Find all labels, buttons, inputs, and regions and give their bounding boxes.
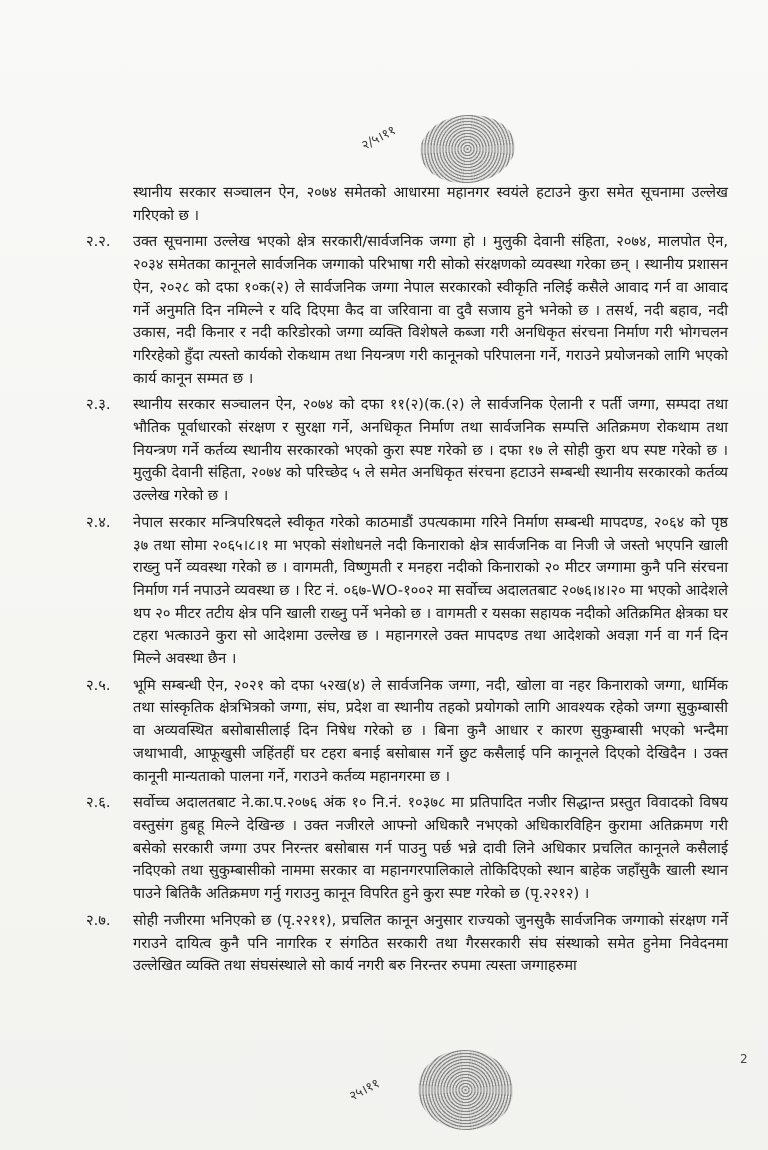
paragraph-number: २.५. — [86, 676, 111, 694]
paragraph-text: भूमि सम्बन्धी ऐन, २०२१ को दफा ५२ख(४) ले सार्वजनिक जग्गा, नदी, खोला वा नहर किनाराको जग्गा, धार्मिक तथा सांस्कृतिक क्षेत्रभित्रको जग्गा, संघ, प्रदेश वा स्थानीय तहको प्रयोगको लागि आवश्यक रहेको जग्गा सुकुम्बासी वा अव्यवस्थित बसोबासीलाई दिन निषेध गरेको छ । बिना कुनै आधार र कारण सुकुम्बासी भएको भन्दैमा जथाभावी, आफूखुसी जहिंतहीं घर टहरा बनाई बसोबास गर्ने छुट कसैलाई पनि कानूनले दिएको देखिदैन । उक्त कानूनी मान्यताको पालना गर्ने, गराउने कर्तव्य महानगरमा छ । — [133, 676, 728, 785]
fingerprint-stamp-top — [417, 110, 519, 188]
paragraph-number: २.४. — [86, 513, 111, 531]
paragraph-text: सर्वोच्च अदालतबाट ने.का.प.२०७६ अंक १० नि.नं. १०३७८ मा प्रतिपादित नजीर सिद्धान्त प्रस्तुत विवादको विषय वस्तुसंग हुबहू मिल्ने देखिन्छ । उक्त नजीरले आफ्नो अधिकारै नभएको अधिकारविहिन कुरामा अतिक्रमण गरी बसेको सरकारी जग्गा उपर निरन्तर बसोबास गर्न पाउनु पर्छ भन्ने दावी लिने अधिकार प्रचलित कानूनले कसैलाई नदिएको तथा सुकुम्बासीको नाममा सरकार वा महानगरपालिकाले तोकिदिएको स्थान बाहेक जहाँसुकै खाली स्थान पाउने बितिकै अतिक्रमण गर्नु गराउनु कानून विपरित हुने कुरा स्पष्ट गरेको छ (पृ.२२१२) । — [133, 794, 728, 903]
document-body — [86, 182, 728, 982]
signature-top: २/५।११ — [359, 123, 399, 154]
paragraph-number: २.२. — [86, 233, 111, 251]
paragraph-text: सोही नजीरमा भनिएको छ (पृ.२२११), प्रचलित कानून अनुसार राज्यको जुनसुकै सार्वजनिक जग्गाको संरक्षण गर्ने गराउने दायित्व कुनै पनि नागरिक र संगठित सरकारी तथा गैरसरकारी संघ संस्थाको समेत हुनेमा निवेदनमा उल्लेखित व्यक्ति तथा संघसंस्थाले सो कार्य नगरी बरु निरन्तर रुपमा त्यस्ता जग्गाहरुमा — [133, 911, 728, 975]
paragraph-number: २.६. — [86, 794, 111, 812]
intro-paragraph: स्थानीय सरकार सञ्चालन ऐन, २०७४ समेतको आधारमा महानगर स्वयंले हटाउने कुरा समेत सूचनामा उल्लेख गरिएको छ । — [133, 184, 728, 224]
paragraph-text: नेपाल सरकार मन्त्रिपरिषदले स्वीकृत गरेको काठमाडौं उपत्यकामा गरिने निर्माण सम्बन्धी मापदण्ड, २०६४ को पृष्ठ ३७ तथा सोमा २०६५।८।१ मा भएको संशोधनले नदी किनाराको क्षेत्र सार्वजनिक वा निजी जे जस्तो भएपनि खाली राख्नु पर्ने व्यवस्था गरेको छ । वागमती, विष्णुमती र मनहरा नदीको किनाराको २० मीटर जग्गामा कुनै पनि संरचना निर्माण गर्न नपाउने व्यवस्था छ । रिट नं. ०६७-WO-१००२ मा सर्वोच्च अदालतबाट २०७६।४।२० मा भएको आदेशले थप २० मीटर तटीय क्षेत्र पनि खाली राख्नु पर्ने भनेको छ । वागमती र यसका सहायक नदीको अतिक्रमित क्षेत्रका घर टहरा भत्काउने कुरा सो आदेशमा उल्लेख छ । महानगरले उक्त मापदण्ड तथा आदेशको अवज्ञा गर्न वा गर्न दिन मिल्ने अवस्था छैन । — [133, 513, 728, 668]
paragraph-2-2 — [86, 231, 728, 390]
paragraph-2-4 — [86, 512, 728, 671]
paragraph-2-6 — [86, 792, 728, 906]
paragraph-2-5 — [86, 675, 728, 789]
fingerprint-stamp-bottom — [415, 1047, 515, 1133]
paragraph-text: स्थानीय सरकार सञ्चालन ऐन, २०७४ को दफा ११(२)(क.(२) ले सार्वजनिक ऐलानी र पर्ती जग्गा, सम्पदा तथा भौतिक पूर्वाधारको संरक्षण र सुरक्षा गर्ने, अनधिकृत निर्माण तथा सार्वजनिक सम्पत्ति अतिक्रमण रोकथाम तथा नियन्त्रण गर्ने कर्तव्य स्थानीय सरकारको भएको कुरा स्पष्ट गरेको छ । दफा १७ ले सोही कुरा थप स्पष्ट गरेको छ । मुलुकी देवानी संहिता, २०७४ को परिच्छेद ५ ले समेत अनधिकृत संरचना हटाउने सम्बन्धी स्थानीय सरकारको कर्तव्य उल्लेख गरेको छ । — [133, 396, 728, 505]
paragraph-number: २.३. — [86, 396, 111, 414]
paragraph-2-3 — [86, 394, 728, 508]
paragraph-number: २.७. — [86, 911, 111, 929]
paragraph-2-7 — [86, 910, 728, 978]
page-number: 2 — [740, 1052, 748, 1066]
paragraph-text: उक्त सूचनामा उल्लेख भएको क्षेत्र सरकारी/सार्वजनिक जग्गा हो । मुलुकी देवानी संहिता, २०७४, मालपोत ऐन, २०३४ समेतका कानूनले सार्वजनिक जग्गाको परिभाषा गरी सोको संरक्षणको व्यवस्था गरेका छन् । स्थानीय प्रशासन ऐन, २०२८ को दफा १०क(२) ले सार्वजनिक जग्गा नेपाल सरकारको स्वीकृति नलिई कसैले आवाद गर्न वा आवाद गर्ने अनुमति दिन नमिल्ने र यदि दिएमा कैद वा जरिवाना वा दुवै सजाय हुने भनेको छ । तसर्थ, नदी बहाव, नदी उकास, नदी किनार र नदी करिडोरको जग्गा व्यक्ति विशेषले कब्जा गरी अनधिकृत संरचना निर्माण गरी भोगचलन गरिरहेको हुँदा त्यस्तो कार्यको रोकथाम तथा नियन्त्रण गरी कानूनको परिपालना गर्ने, गराउने प्रयोजनको लागि भएको कार्य कानून सम्मत छ । — [133, 233, 728, 387]
signature-bottom: २५।११ — [347, 1076, 383, 1105]
